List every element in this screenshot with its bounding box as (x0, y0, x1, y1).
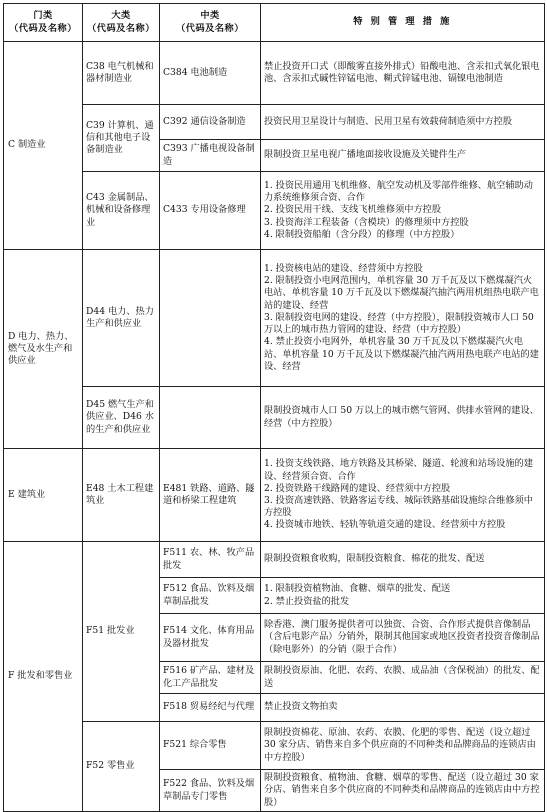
measure-item: 3. 限制投资电网的建设、经营（中方控股），限制投资城市人口 50 万以上的城市热力管网的建设、经营（中方控股） (264, 311, 534, 336)
measure-cell (261, 250, 545, 387)
table-row (4, 387, 545, 449)
measure-cell (261, 694, 545, 722)
table-body (4, 42, 545, 812)
table-row (4, 42, 545, 105)
table-row (4, 722, 545, 770)
measure-cell (261, 140, 545, 172)
measure-item: 禁止投资文物拍卖 (264, 701, 338, 713)
header-mid-class: 中类 （代码及名称） (160, 4, 261, 42)
measure-item: 3. 投资高速铁路、铁路客运专线、城际铁路基础设施综合维修须中方控股 (264, 495, 533, 519)
mid-class-cell: C433 专用设备修理 (160, 172, 261, 250)
big-class-cell: F52 零售业 (83, 722, 160, 812)
category-cell: F 批发和零售业 (4, 542, 83, 812)
measure-cell (261, 42, 545, 105)
big-class-cell: E48 土木工程建筑业 (83, 449, 160, 542)
measure-item: 4. 禁止投资小电网外，单机容量 30 万千瓦及以下燃煤凝汽火电站、单机容量 10 万千瓦及以下燃煤凝汽抽汽两用热电联产电站的建设、经营 (264, 336, 539, 372)
mid-class-cell: F512 食品、饮料及烟草制品批发 (160, 578, 261, 614)
mid-class-cell: C393 广播电视设备制造 (160, 140, 261, 172)
mid-class-cell (160, 250, 261, 387)
header-row (4, 4, 545, 42)
mid-class-cell: F518 贸易经纪与代理 (160, 694, 261, 722)
measure-item: 限制投资城市人口 50 万以上的城市燃气管网、供排水管网的建设、经营（中方控股） (264, 405, 539, 429)
big-class-cell: C43 金属制品、机械和设备修理业 (83, 172, 160, 250)
big-class-cell: C39 计算机、通信和其他电子设备制造业 (83, 105, 160, 172)
measure-cell (261, 578, 545, 614)
measure-cell (261, 770, 545, 812)
measure-item: 2. 投资铁路干线路网的建设、经营须中方控股 (264, 482, 451, 494)
measure-cell (261, 662, 545, 694)
measure-item: 除香港、澳门服务提供者可以独资、合资、合作形式提供音像制品（含后电影产品）分销外，限制其他国家或地区投资者投资音像制品（除电影外）的分销（限于合作） (264, 619, 540, 655)
measure-item: 禁止投资开口式（即酸雾直接外排式）铅酸电池、含汞扣式氧化银电池、含汞扣式碱性锌锰电池、糊式锌锰电池、镉镍电池制造 (264, 60, 540, 84)
measure-item: 限制投资粮食、植物油、食糖、烟草的零售、配送（设立超过 30 家分店、销售来自多个供应商的不同种类和品牌商品的连锁店由中方控股） (264, 772, 540, 808)
special-measures-table (3, 3, 545, 812)
measure-cell (261, 542, 545, 578)
table-row (4, 105, 545, 140)
big-class-cell: F51 批发业 (83, 542, 160, 722)
measure-cell (261, 105, 545, 140)
category-cell: D 电力、热力、燃气及水生产和供应业 (4, 250, 83, 449)
mid-class-cell: F522 食品、饮料及烟草制品专门零售 (160, 770, 261, 812)
table-row (4, 449, 545, 542)
category-cell: C 制造业 (4, 42, 83, 250)
measure-item: 2. 禁止投资盐的批发 (264, 595, 350, 607)
big-class-cell: D44 电力、热力生产和供应业 (83, 250, 160, 387)
measure-cell (261, 387, 545, 449)
table-row (4, 250, 545, 387)
measure-item: 4. 投资城市地铁、轻轨等轨道交通的建设、经营须中方控股 (264, 519, 506, 531)
measure-item: 1. 投资民用通用飞机维修、航空发动机及零部件维修、航空辅助动力系统维修须合资、合作 (264, 179, 533, 204)
mid-class-cell: F514 文化、体育用品及器材批发 (160, 614, 261, 662)
measure-item: 2. 限制投资小电网范围内，单机容量 30 万千瓦及以下燃煤凝汽火电站、单机容量 10 万千瓦及以下燃煤凝汽抽汽两用机组热电联产电站的建设、经营 (264, 275, 539, 311)
measure-item: 1. 投资核电站的建设、经营须中方控股 (264, 263, 423, 275)
mid-class-cell (160, 387, 261, 449)
big-class-cell: D45 燃气生产和供应业、D46 水的生产和供应业 (83, 387, 160, 449)
measure-item: 限制投资粮食收购，限制投资粮食、棉花的批发、配送 (264, 553, 485, 565)
measure-item: 限制投资棉花、原油、农药、农膜、化肥的零售、配送（设立超过 30 家分店、销售来自多个供应商的不同种类和品牌商品的连锁店由中方控股） (264, 727, 536, 763)
category-cell: E 建筑业 (4, 449, 83, 542)
header-special-measures: 特 别 管 理 措 施 (261, 4, 545, 42)
table-row (4, 172, 545, 250)
measure-item: 1. 投资支线铁路、地方铁路及其桥梁、隧道、轮渡和站场设施的建设、经营须合资、合作 (264, 458, 533, 482)
measure-item: 限制投资卫星电视广播地面接收设施及关键件生产 (264, 149, 467, 161)
measure-item: 2. 投资民用干线、支线飞机维修须中方控股 (264, 204, 442, 216)
big-class-cell: C38 电气机械和器材制造业 (83, 42, 160, 105)
table-row (4, 542, 545, 578)
measure-item: 3. 投资海洋工程装备（含模块）的修理须中方控股 (264, 216, 469, 228)
measure-cell (261, 614, 545, 662)
header-category: 门类 （代码及名称） (4, 4, 83, 42)
measure-item: 投资民用卫星设计与制造、民用卫星有效载荷制造须中方控股 (264, 115, 513, 127)
measure-cell (261, 722, 545, 770)
mid-class-cell: F521 综合零售 (160, 722, 261, 770)
mid-class-cell: C392 通信设备制造 (160, 105, 261, 140)
header-big-class: 大类 （代码及名称） (83, 4, 160, 42)
measure-item: 限制投资原油、化肥、农药、农膜、成品油（含保税油）的批发、配送 (264, 665, 540, 689)
mid-class-cell: F511 农、林、牧产品批发 (160, 542, 261, 578)
measure-item: 4. 限制投资船舶（含分段）的修理（中方控股） (264, 228, 460, 240)
measure-cell (261, 172, 545, 250)
measure-cell (261, 449, 545, 542)
mid-class-cell: F516 矿产品、建材及化工产品批发 (160, 662, 261, 694)
mid-class-cell: C384 电池制造 (160, 42, 261, 105)
measure-item: 1. 限制投资植物油、食糖、烟草的批发、配送 (264, 583, 451, 595)
mid-class-cell: E481 铁路、道路、隧道和桥梁工程建筑 (160, 449, 261, 542)
